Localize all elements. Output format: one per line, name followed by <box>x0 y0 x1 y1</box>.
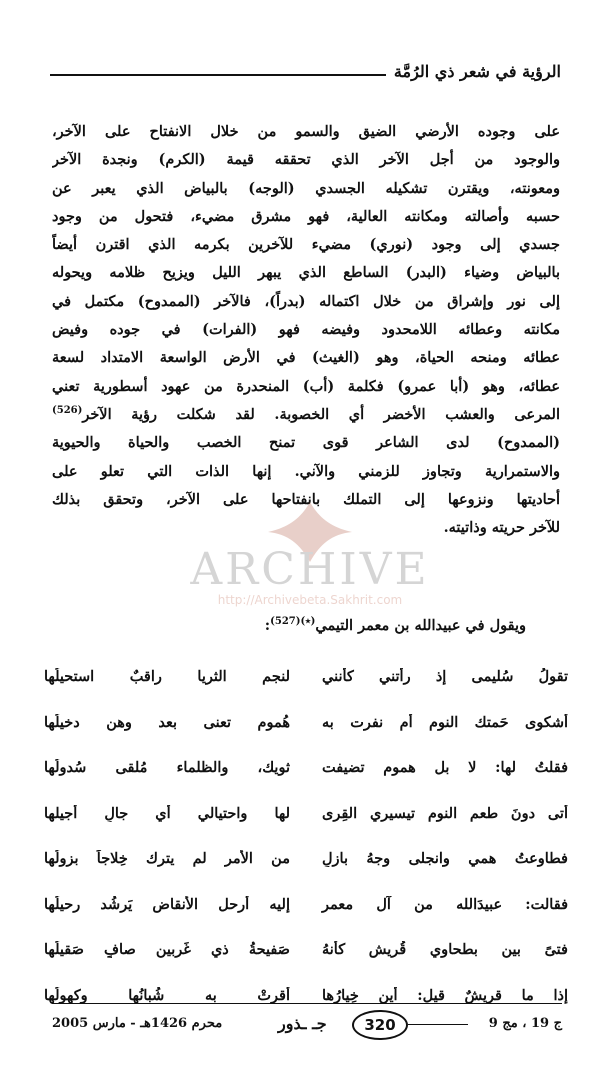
body-line: والوجود من أجل الآخر الذي تحققه قيمة (الكرم) ونجدة الآخر <box>52 151 560 169</box>
poem-intro <box>52 612 560 640</box>
verse-second-hemistich: أقرتْ به شُبانُها وكهولُها <box>44 986 290 1004</box>
poem-verse <box>44 654 568 700</box>
journal-name: جـ ـذور <box>278 1014 327 1033</box>
body-line: عطائه، وهو (أبا عمرو) فكلمة (أب) المنحدرة من عهود أسطورية تعني <box>52 377 560 395</box>
poem-verse <box>44 791 568 837</box>
body-line: للآخر حريته وذاتيته. <box>443 519 560 537</box>
poem-verse <box>44 745 568 791</box>
body-line: أحاديتها ونزوعها إلى التملك بانفتاحها على الآخر، وتحقق بذلك <box>52 490 560 508</box>
verse-second-hemistich: من الأمر لم يترك خِلاجاً بزولُها <box>44 850 290 868</box>
verse-first-hemistich: فطاوعتُ همي وانجلى وجهُ بازلٍ <box>322 850 568 868</box>
verse-first-hemistich: أتى دونَ طعم النوم تيسيري القِرى <box>322 804 568 822</box>
verse-first-hemistich: إذا ما قريشٌ قيل: أين خِيارُها <box>322 986 568 1004</box>
header-title: الرؤية في شعر ذي الرُمَّة <box>393 61 561 81</box>
poem <box>44 654 568 1018</box>
poem-intro-text: ويقول في عبيدالله بن معمر التيمي <box>315 617 526 634</box>
body-line-with-footnote <box>52 401 560 429</box>
verse-first-hemistich: فقالت: عبيدَالله من آل معمر <box>322 895 568 913</box>
body-line: بالبياض وضياء (البدر) الساطع الذي يبهر الليل ويزيح ظلامه ويحوله <box>52 264 560 282</box>
body-line: جسدي إلى وجود (نوري) مضيء للآخرين بكرمه الذي اقترن أيضاً <box>52 236 560 254</box>
poem-verse <box>44 700 568 746</box>
footer-issue: ج 19 ، مج 9 <box>488 1016 562 1031</box>
verse-first-hemistich: فقلتُ لها: لا بل هموم تضيفت <box>322 759 568 777</box>
running-header <box>50 56 561 86</box>
body-line: إلى نور وإشراق من خلال اكتماله (بدراً)، فالآخر (الممدوح) مكتمل في <box>52 292 560 310</box>
verse-first-hemistich: أشكوى حَمتك النوم أم نفرت به <box>322 713 568 731</box>
poem-verse <box>44 927 568 973</box>
body-paragraph <box>52 118 560 542</box>
body-line: على وجوده الأرضي الضيق والسمو من خلال الانفتاح على الآخر، <box>52 123 560 140</box>
page-number: 320 <box>352 1010 408 1040</box>
verse-second-hemistich: صَفيحةُ ذي غَربين صافٍ صَقيلُها <box>44 941 290 959</box>
poem-verse <box>44 882 568 928</box>
verse-second-hemistich: ثويك، والظلماء مُلقى سُدولُها <box>44 759 290 777</box>
footnote-ref-526: (526) <box>52 405 83 417</box>
watermark-brand: ARCHIVE <box>190 544 430 595</box>
body-line-text: المرعى والعشب الأخضر أي الخصوبة. لقد شكلت رؤية الآخر <box>82 405 560 423</box>
body-line: عطائه ومنحه الحياة، وهو (الغيث) في الأرض الواسعة الامتداد لسعة <box>52 349 560 367</box>
header-rule <box>50 74 386 76</box>
poem-intro-colon: : <box>264 617 271 634</box>
body-line: حسبه وأصالته ومكانته العالية، فهو مشرق مضيء، فتحول من وجود <box>52 207 560 225</box>
footer-date: محرم 1426هـ - مارس 2005 <box>52 1016 223 1031</box>
verse-second-hemistich: لنجم الثريا راقبٌ استحيلُها <box>44 668 290 686</box>
body-line: (الممدوح) لدى الشاعر قوى تمنح الخصب والحياة والحيوية <box>52 434 560 452</box>
watermark-url: http://Archivebeta.Sakhrit.com <box>217 593 403 607</box>
page-footer <box>52 1012 562 1042</box>
poem-verse <box>44 836 568 882</box>
verse-first-hemistich: تقولُ سُليمى إذ رأتني كأنني <box>322 668 568 686</box>
verse-second-hemistich: لها واحتيالي أي جالِ أجيلها <box>44 804 290 822</box>
footnote-ref-527: (٭)(527) <box>270 616 316 628</box>
footer-line-right <box>408 1024 468 1025</box>
footer-rule <box>52 1003 562 1004</box>
verse-second-hemistich: هُموم تعنى بعد وهن دخيلُها <box>44 713 290 731</box>
body-line: مكانته وعطائه اللامحدود وفيضه فهو (الفرات) في جوده وفيض <box>52 321 560 339</box>
verse-second-hemistich: إليه أرحل الأنقاض يَرشُد رحيلُها <box>44 895 290 913</box>
body-line: ومعونته، ويقترن تشكيله الجسدي (الوجه) بالبياض الذي يعبر عن <box>52 179 560 197</box>
verse-first-hemistich: فتىً بين بطحاوي قُريشٍ كأنهُ <box>322 941 568 959</box>
body-line: والاستمرارية وتجاوز للزمني والآني. إنها الذات التي تعلو على <box>52 462 560 480</box>
